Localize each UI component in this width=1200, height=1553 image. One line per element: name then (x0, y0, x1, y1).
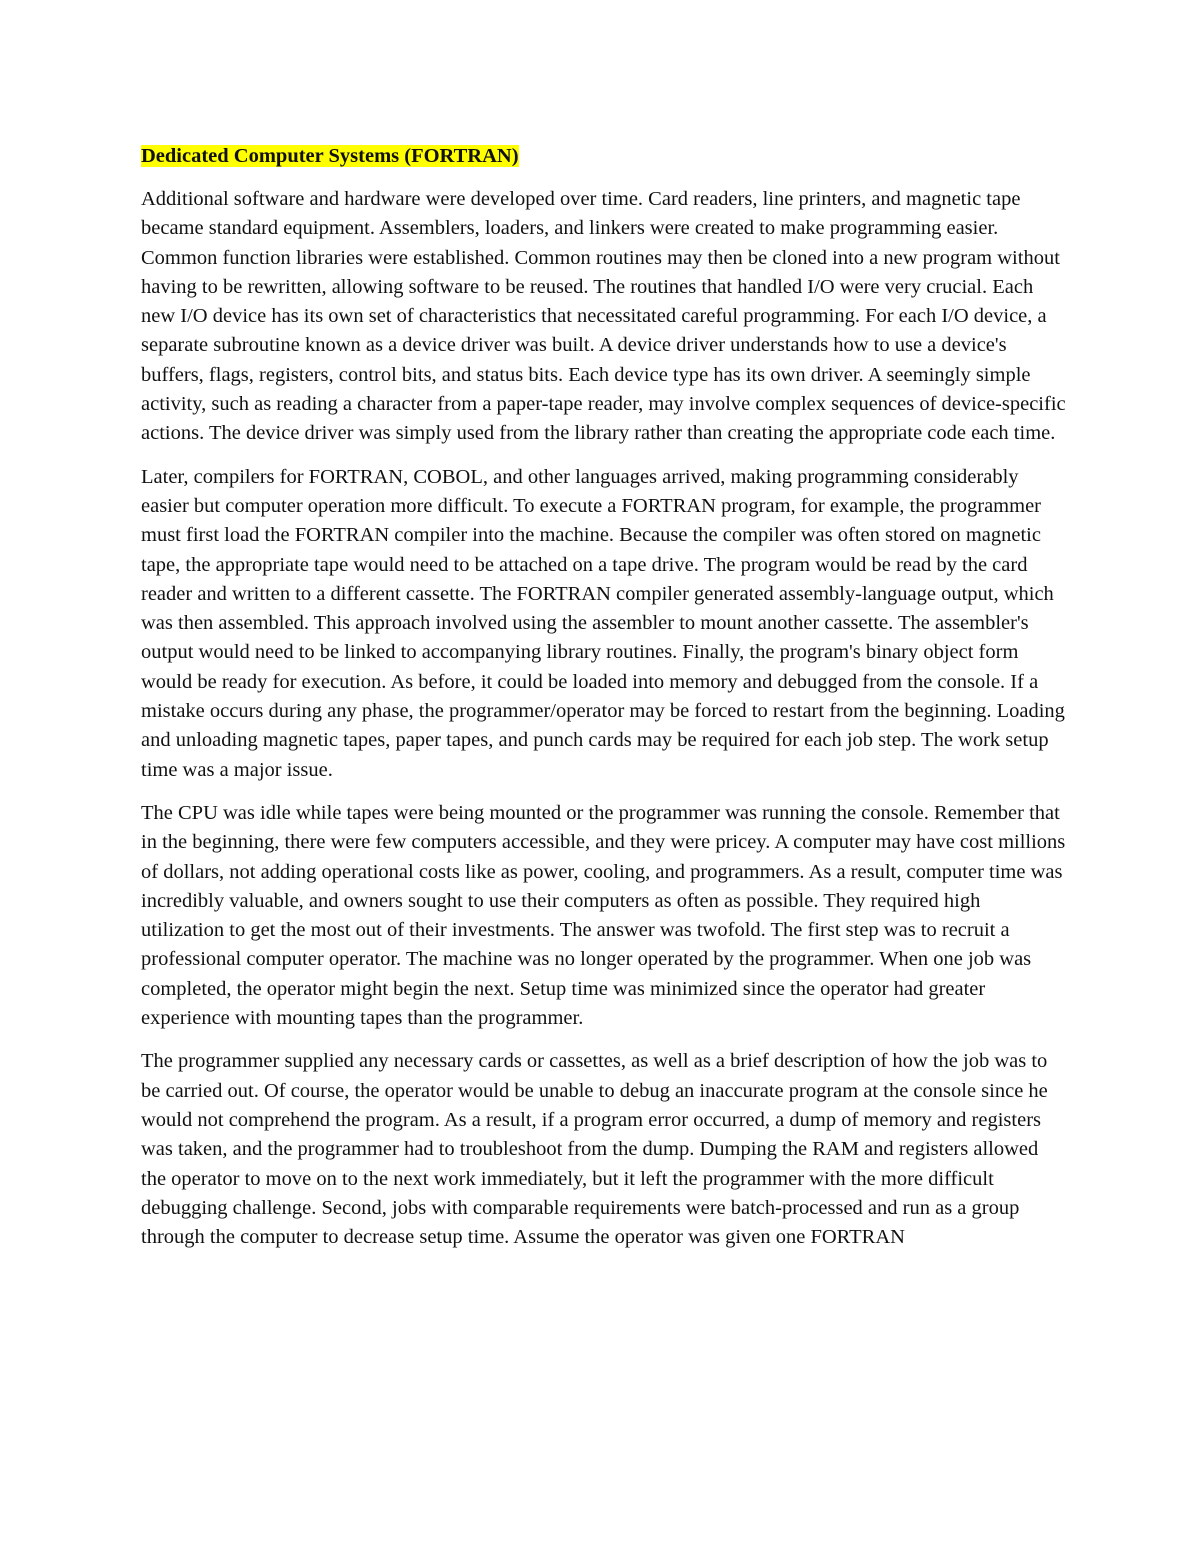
document-body (141, 142, 1066, 1266)
paragraph-batch-processing: The programmer supplied any necessary cards or cassettes, as well as a brief description of how the job was to be carried out. Of course, the operator would be unable to debug an inaccurate program at the console since he would not comprehend the program. As a result, if a program error occurred, a dump of memory and registers was taken, and the programmer had to troubleshoot from the dump. Dumping the RAM and registers allowed the operator to move on to the next work immediately, but it left the programmer with the more difficult debugging challenge. Second, jobs with comparable requirements were batch-processed and run as a group through the computer to decrease setup time. Assume the operator was given one FORTRAN (141, 1050, 1048, 1249)
document-heading (141, 142, 1066, 171)
paragraph-compilers: Later, compilers for FORTRAN, COBOL, and other languages arrived, making programming considerably easier but computer operation more difficult. To execute a FORTRAN program, for example, the programmer must first load the FORTRAN compiler into the machine. Because the compiler was often stored on magnetic tape, the appropriate tape would need to be attached on a tape drive. The program would be read by the card reader and written to a different cassette. The FORTRAN compiler generated assembly-language output, which was then assembled. This approach involved using the assembler to mount another cassette. The assembler's output would need to be linked to accompanying library routines. Finally, the program's binary object form would be ready for execution. As before, it could be loaded into memory and debugged from the console. If a mistake occurs during any phase, the programmer/operator may be forced to restart from the beginning. Loading and unloading magnetic tapes, paper tapes, and punch cards may be required for each job step. The work setup time was a major issue. (141, 465, 1065, 781)
paragraph-cpu-idle: The CPU was idle while tapes were being mounted or the programmer was running the console. Remember that in the beginning, there were few computers accessible, and they were pricey. A computer may have cost millions of dollars, not adding operational costs like as power, cooling, and programmers. As a result, computer time was incredibly valuable, and owners sought to use their computers as often as possible. They required high utilization to get the most out of their investments. The answer was twofold. The first step was to recruit a professional computer operator. The machine was no longer operated by the programmer. When one job was completed, the operator might begin the next. Setup time was minimized since the operator had greater experience with mounting tapes than the programmer. (141, 801, 1066, 1030)
paragraph-device-drivers: Additional software and hardware were developed over time. Card readers, line printers, and magnetic tape became standard equipment. Assemblers, loaders, and linkers were created to make programming easier. Common function libraries were established. Common routines may then be cloned into a new program without having to be rewritten, allowing software to be reused. The routines that handled I/O were very crucial. Each new I/O device has its own set of characteristics that necessitated careful programming. For each I/O device, a separate subroutine known as a device driver was built. A device driver understands how to use a device's buffers, flags, registers, control bits, and status bits. Each device type has its own driver. A seemingly simple activity, such as reading a character from a paper-tape reader, may involve complex sequences of device-specific actions. The device driver was simply used from the library rather than creating the appropriate code each time. (141, 188, 1066, 445)
highlighted-title: Dedicated Computer Systems (FORTRAN) (141, 145, 519, 167)
